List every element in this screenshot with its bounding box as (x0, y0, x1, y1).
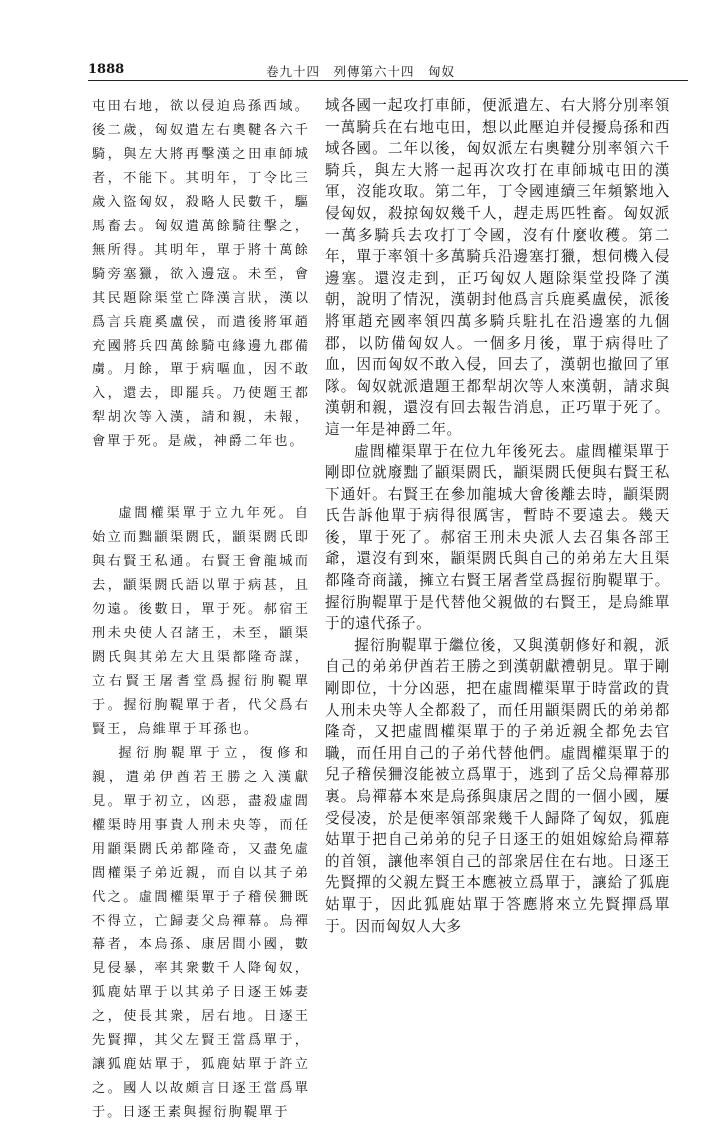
translation-paragraph-1: 域各國一起攻打車師，便派遣左、右大將分別率領一萬騎兵在右地屯田，想以此壓迫并侵擾烏孫和西域各國。二年以後，匈奴派左右奧鞬分別率領六千騎兵，與左大將一起再次攻打在車師城屯田的漢軍，沒能攻取。第二年，丁令國連續三年頻繁地入侵匈奴，殺掠匈奴幾千人，趕走馬匹牲畜。匈奴派一萬多騎兵去攻打丁令國，沒有什麼收穫。第二年，單于率領十多萬騎兵沿邊塞打獵，想伺機入侵邊塞。還沒走到，正巧匈奴人題除渠堂投降了漢朝，說明了情況，漢朝封他爲言兵鹿奚盧侯，派後將軍趙充國率領四萬多騎兵駐扎在沿邊塞的九個郡，以防備匈奴人。一個多月後，單于病得吐了血，因而匈奴不敢入侵，回去了，漢朝也撤回了軍隊。匈奴就派遣題王都犁胡次等人來漢朝，請求與漢朝和親，還沒有回去報告消息，正巧單于死了。這一年是神爵二年。 (325, 97, 670, 438)
header-rule (88, 80, 688, 81)
classical-paragraph-1: 屯田右地，欲以侵迫烏孫西域。後二歲，匈奴遣左右奧鞬各六千騎，與左大將再擊漢之田車師城者，不能下。其明年，丁令比三歲入盜匈奴，殺略人民數千，驅馬畜去。匈奴遣萬餘騎往擊之，無所得。其明年，單于將十萬餘騎旁塞獵，欲入邊寇。未至，會其民題除渠堂亡降漢言狀，漢以爲言兵鹿奚盧侯，而遣後將軍趙充國將兵四萬餘騎屯緣邊九郡備虜。月餘，單于病嘔血，因不敢入，還去，即罷兵。乃使題王都犁胡次等入漢，請和親，未報，會單于死。是歲，神爵二年也。 (92, 99, 310, 450)
translation-paragraph-3: 握衍朐鞮單于繼位後，又與漢朝修好和親，派自己的弟弟伊酋若王勝之到漢朝獻禮朝見。單于剛剛即位，十分凶惡，把在虛閭權渠單于時當政的貴人刑未央等人全都殺了，而任用顓渠閼氏的弟弟都隆奇，又把虛閭權渠單于的子弟近親全都免去官職，而任用自己的子弟代替他們。虛閭權渠單于的兒子稽侯狦沒能被立爲單于，逃到了岳父烏禪幕那裏。烏禪幕本來是烏孫與康居之間的一個小國，屢受侵凌，於是便率領部衆幾千人歸降了匈奴，狐鹿姑單于把自己弟弟的兒子日逐王的姐姐嫁給烏禪幕的首領，讓他率領自己的部衆居住在右地。日逐王先賢撣的父親左賢王本應被立爲單于，讓給了狐鹿姑單于，因此狐鹿姑單于答應將來立先賢撣爲單于。因而匈奴人大多 (325, 636, 670, 935)
translation-paragraph-2: 虛閭權渠單于在位九年後死去。虛閭權渠單于剛即位就廢黜了顓渠閼氏，顓渠閼氏便與右賢王私下通奸。右賢王在參加龍城大會後離去時，顓渠閼氏告訴他單于病得很厲害，暫時不要遠去。幾天後，單于死了。郝宿王刑未央派人去召集各部王爺，還沒有到來，顓渠閼氏與自己的弟弟左大且渠都隆奇商議，擁立右賢王屠耆堂爲握衍朐鞮單于。握衍朐鞮單于是代替他父親做的右賢王，是烏維單于的遠代孫子。 (325, 442, 670, 633)
paragraph-gap (92, 454, 310, 502)
running-title: 卷九十四 列傳第六十四 匈奴 (266, 64, 456, 79)
page-number: 1888 (88, 62, 125, 77)
classical-paragraph-2: 虛閭權渠單于立九年死。自始立而黜顓渠閼氏，顓渠閼氏即與右賢王私通。右賢王會龍城而去，顓渠閼氏語以單于病甚，且勿遠。後數日，單于死。郝宿王刑未央使人召諸王，未至，顓渠閼氏與其弟左大且渠都隆奇謀，立右賢王屠耆堂爲握衍朐鞮單于。握衍朐鞮單于者，代父爲右賢王，烏維單于耳孫也。 (92, 506, 310, 737)
classical-text-column (92, 95, 310, 1125)
translation-column (325, 95, 670, 937)
classical-paragraph-3: 握衍朐鞮單于立，復修和親，遣弟伊酋若王勝之入漢獻見。單于初立，凶惡，盡殺虛閭權渠時用事貴人刑未央等，而任用顓渠閼氏弟都隆奇，又盡免虛閭權渠子弟近親，而自以其子弟代之。虛閭權渠單于子稽侯狦既不得立，亡歸妻父烏禪幕。烏禪幕者，本烏孫、康居間小國，數見侵暴，率其衆數千人降匈奴，狐鹿姑單于以其弟子日逐王姊妻之，使長其衆，居右地。日逐王先賢撣，其父左賢王當爲單于，讓狐鹿姑單于，狐鹿姑單于許立之。國人以故頗言日逐王當爲單于。日逐王素與握衍朐鞮單于 (92, 745, 310, 1121)
